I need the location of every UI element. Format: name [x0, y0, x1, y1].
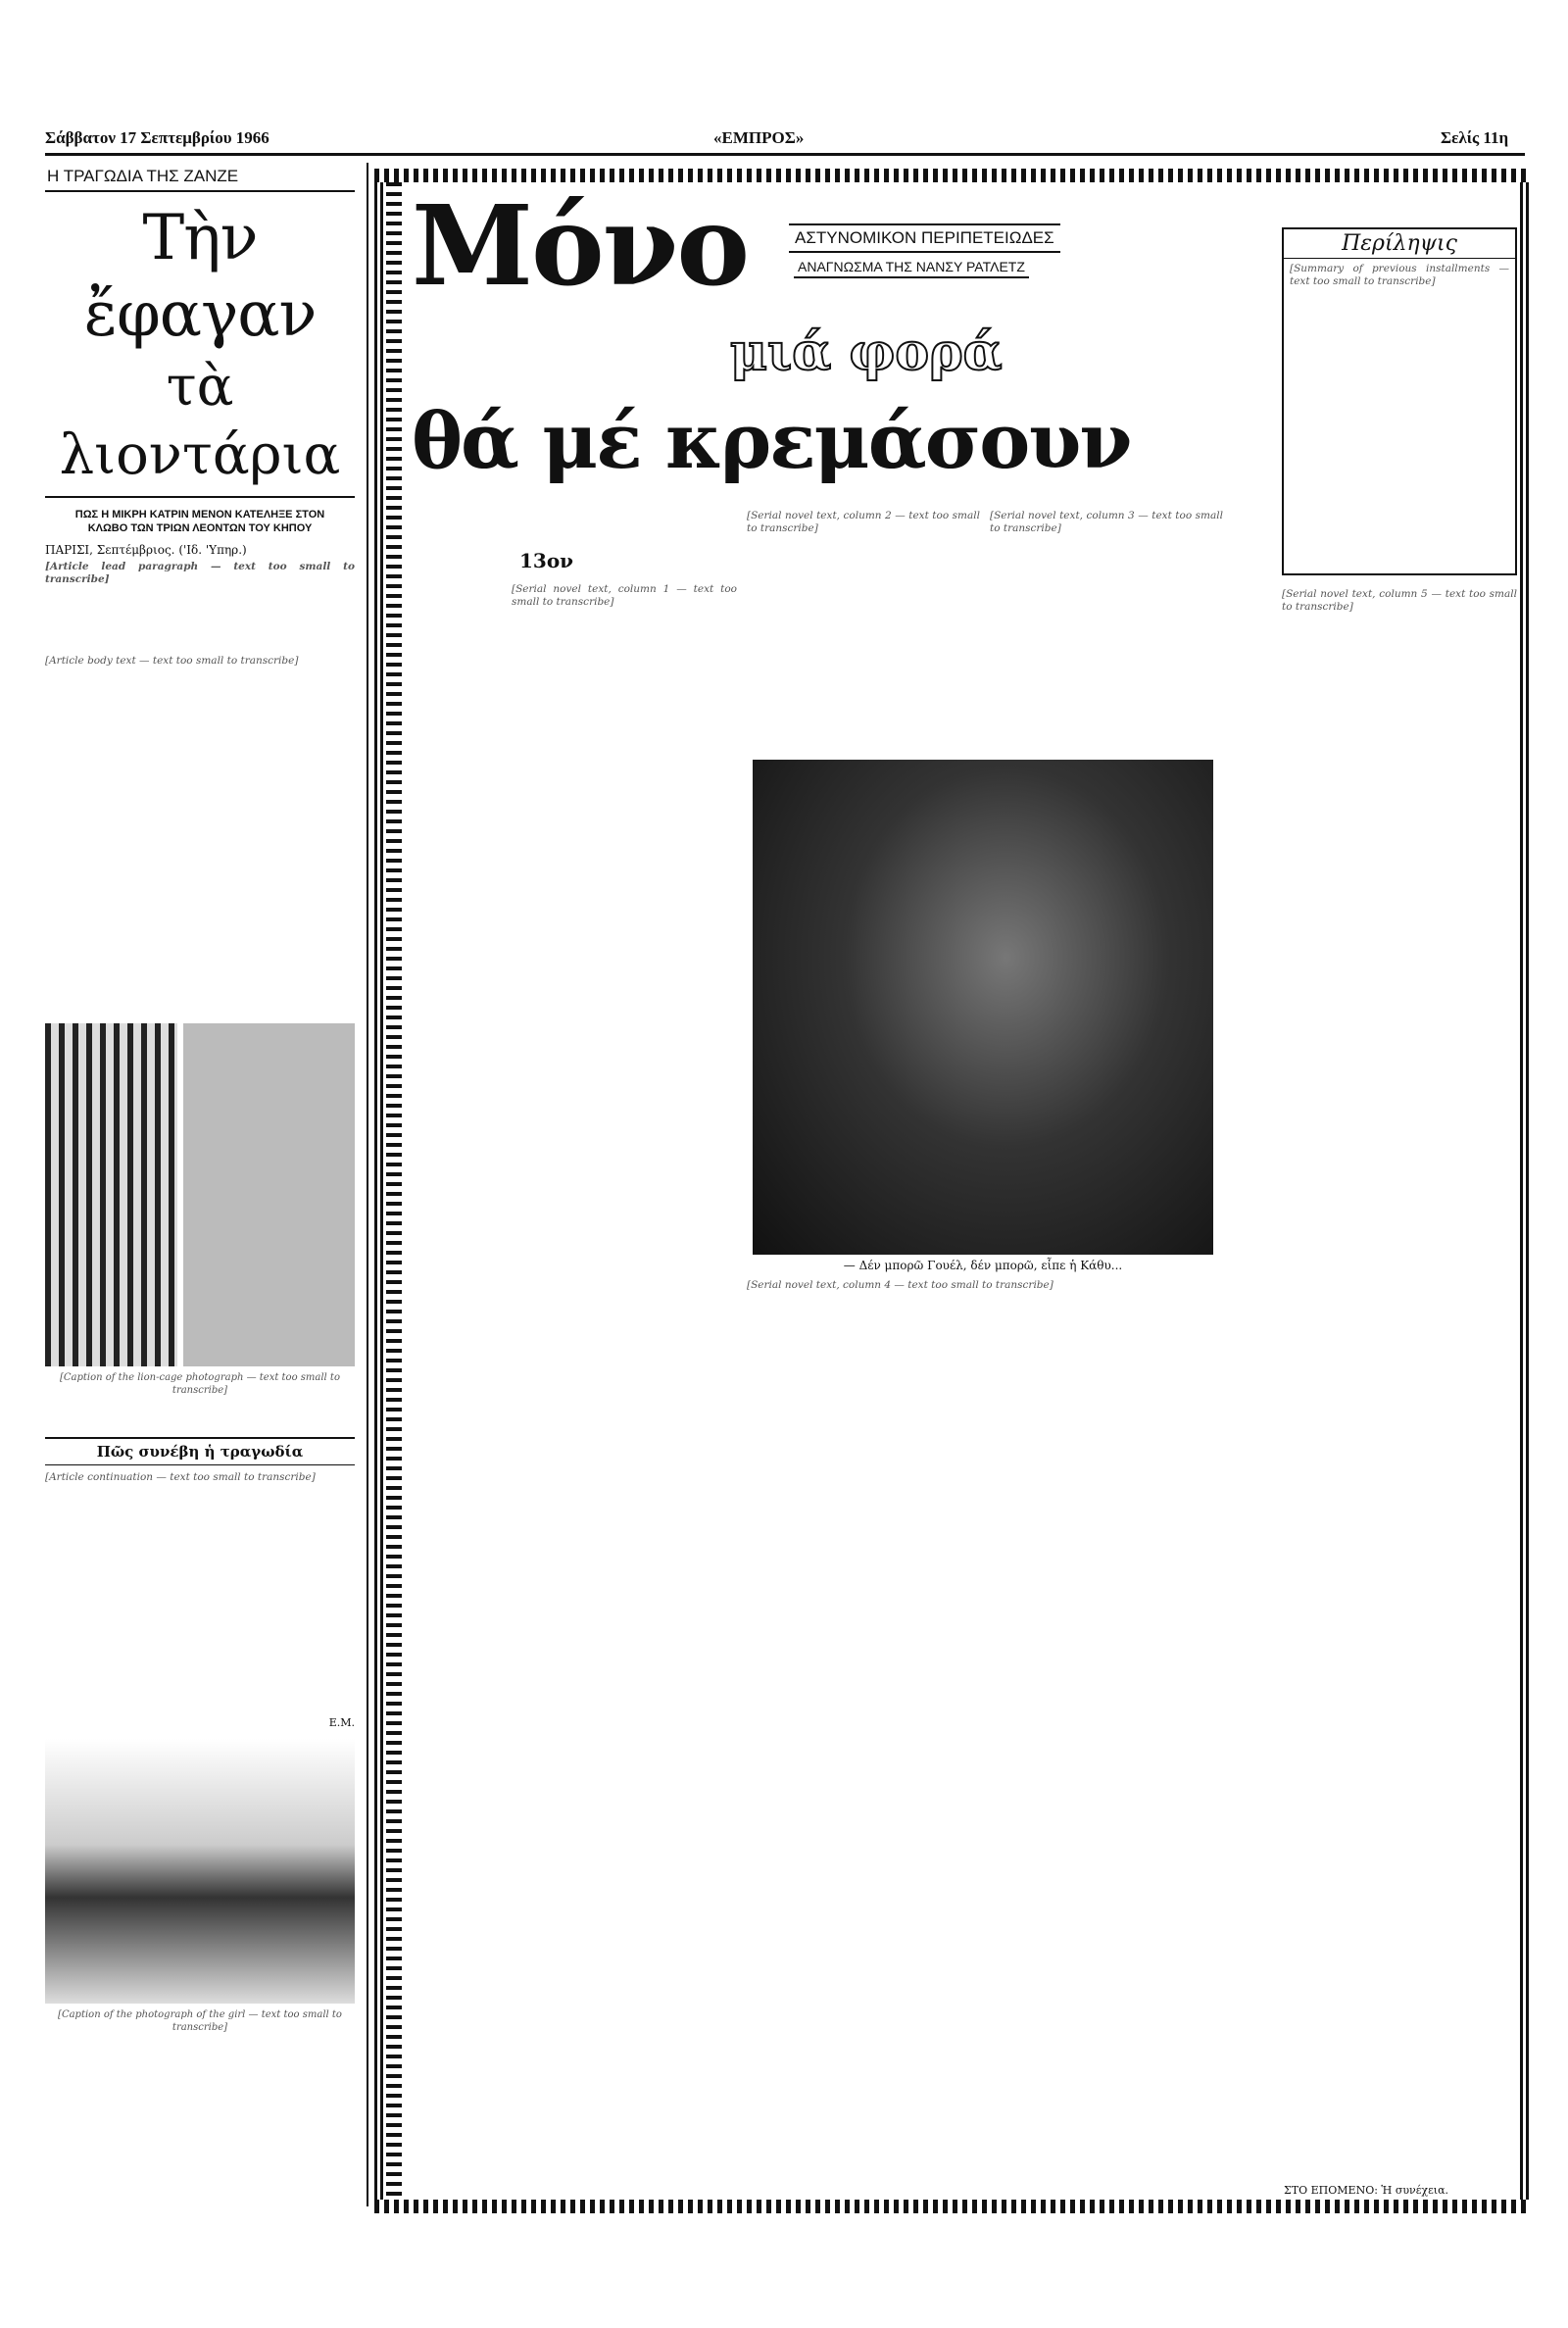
- article-subsection: Πῶς συνέβη ἡ τραγωδία: [45, 1437, 355, 1465]
- girl-photo: [45, 1739, 355, 2004]
- summary-box: [1282, 227, 1517, 575]
- bottom-ornament: [374, 2200, 1529, 2213]
- header-date: Σάββατον 17 Σεπτεμβρίου 1966: [45, 128, 270, 147]
- serial-title-word-2: μιά φορά: [730, 322, 1003, 382]
- article-lead: [Article lead paragraph — text too small to transcribe]: [45, 561, 355, 586]
- serial-column-4: [Serial novel text, column 4 — text too small to transcribe]: [747, 1279, 1054, 1291]
- serial-column-5: [Serial novel text, column 5 — text too small to transcribe]: [1282, 588, 1517, 614]
- summary-text: [Summary of previous installments — text too small to transcribe]: [1290, 263, 1509, 288]
- header-rule: [45, 153, 1525, 156]
- serial-column-1: [Serial novel text, column 1 — text too small to transcribe]: [512, 583, 737, 609]
- article-dateline: ΠΑΡΙΣΙ, Σεπτέμβριος. ('Ιδ. 'Υπηρ.): [45, 543, 247, 557]
- series-label: ΑΣΤΥΝΟΜΙΚΟΝ ΠΕΡΙΠΕΤΕΙΩΔΕΣ: [789, 223, 1060, 253]
- article-subhead: ΠΩΣ Η ΜΙΚΡΗ ΚΑΤΡΙΝ ΜΕΝΟΝ ΚΑΤΕΛΗΞΕ ΣΤΟΝ ΚΛΩΒΟ ΤΩΝ ΤΡΙΩΝ ΛΕΟΝΤΩΝ ΤΟΥ ΚΗΠΟΥ: [74, 509, 325, 534]
- serial-column-2: [Serial novel text, column 2 — text too small to transcribe]: [747, 510, 980, 535]
- serial-photo: [753, 760, 1213, 1255]
- lion-photo-caption: [Caption of the lion-cage photograph — text too small to transcribe]: [60, 1372, 340, 1396]
- serial-continued: ΣΤΟ ΕΠΟΜΕΝΟ: Ἡ συνέχεια.: [1284, 2184, 1449, 2197]
- serial-left-ornament: [386, 182, 402, 2202]
- article-signature: Ε.Μ.: [328, 1716, 355, 1729]
- article-headline-1: Τὴν ἔφαγαν: [83, 202, 317, 351]
- article-headline-2: τὰ λιοντάρια: [45, 353, 355, 498]
- serial-column-3: [Serial novel text, column 3 — text too small to transcribe]: [990, 510, 1223, 535]
- header-page-number: Σελίς 11η: [1441, 128, 1509, 147]
- article-body-2: [Article continuation — text too small to transcribe]: [45, 1471, 316, 1483]
- summary-title: Περίληψις: [1284, 229, 1515, 259]
- left-article: [45, 163, 355, 2202]
- header-paper-name: «ΕΜΠΡΟΣ»: [713, 128, 805, 147]
- article-body-1: [Article body text — text too small to transcribe]: [45, 655, 299, 667]
- girl-photo-caption: [Caption of the photograph of the girl — text too small to transcribe]: [58, 2009, 342, 2033]
- cage-photo-portrait: [183, 1023, 355, 1366]
- serial-title-word-1: Μόνο: [412, 182, 749, 311]
- installment-number: 13ον: [519, 549, 574, 572]
- serial-photo-caption: — Δέν μπορῶ Γουέλ, δέν μπορῶ, εἶπε ἡ Κάθυ...: [843, 1259, 1123, 1272]
- cage-photo-bars: [45, 1023, 177, 1366]
- serial-author: ΑΝΑΓΝΩΣΜΑ ΤΗΣ ΝΑΝΣΥ ΡΑΤΛΕΤΖ: [794, 257, 1029, 278]
- column-divider: [367, 163, 368, 2206]
- section-kicker: Η ΤΡΑΓΩΔΙΑ ΤΗΣ ΖΑΝΖΕ: [45, 163, 355, 192]
- top-ornament: [374, 169, 1529, 182]
- serial-title-word-3: θά μέ κρεμάσουν: [412, 397, 1131, 486]
- lion-cage-photo: [45, 1023, 355, 1366]
